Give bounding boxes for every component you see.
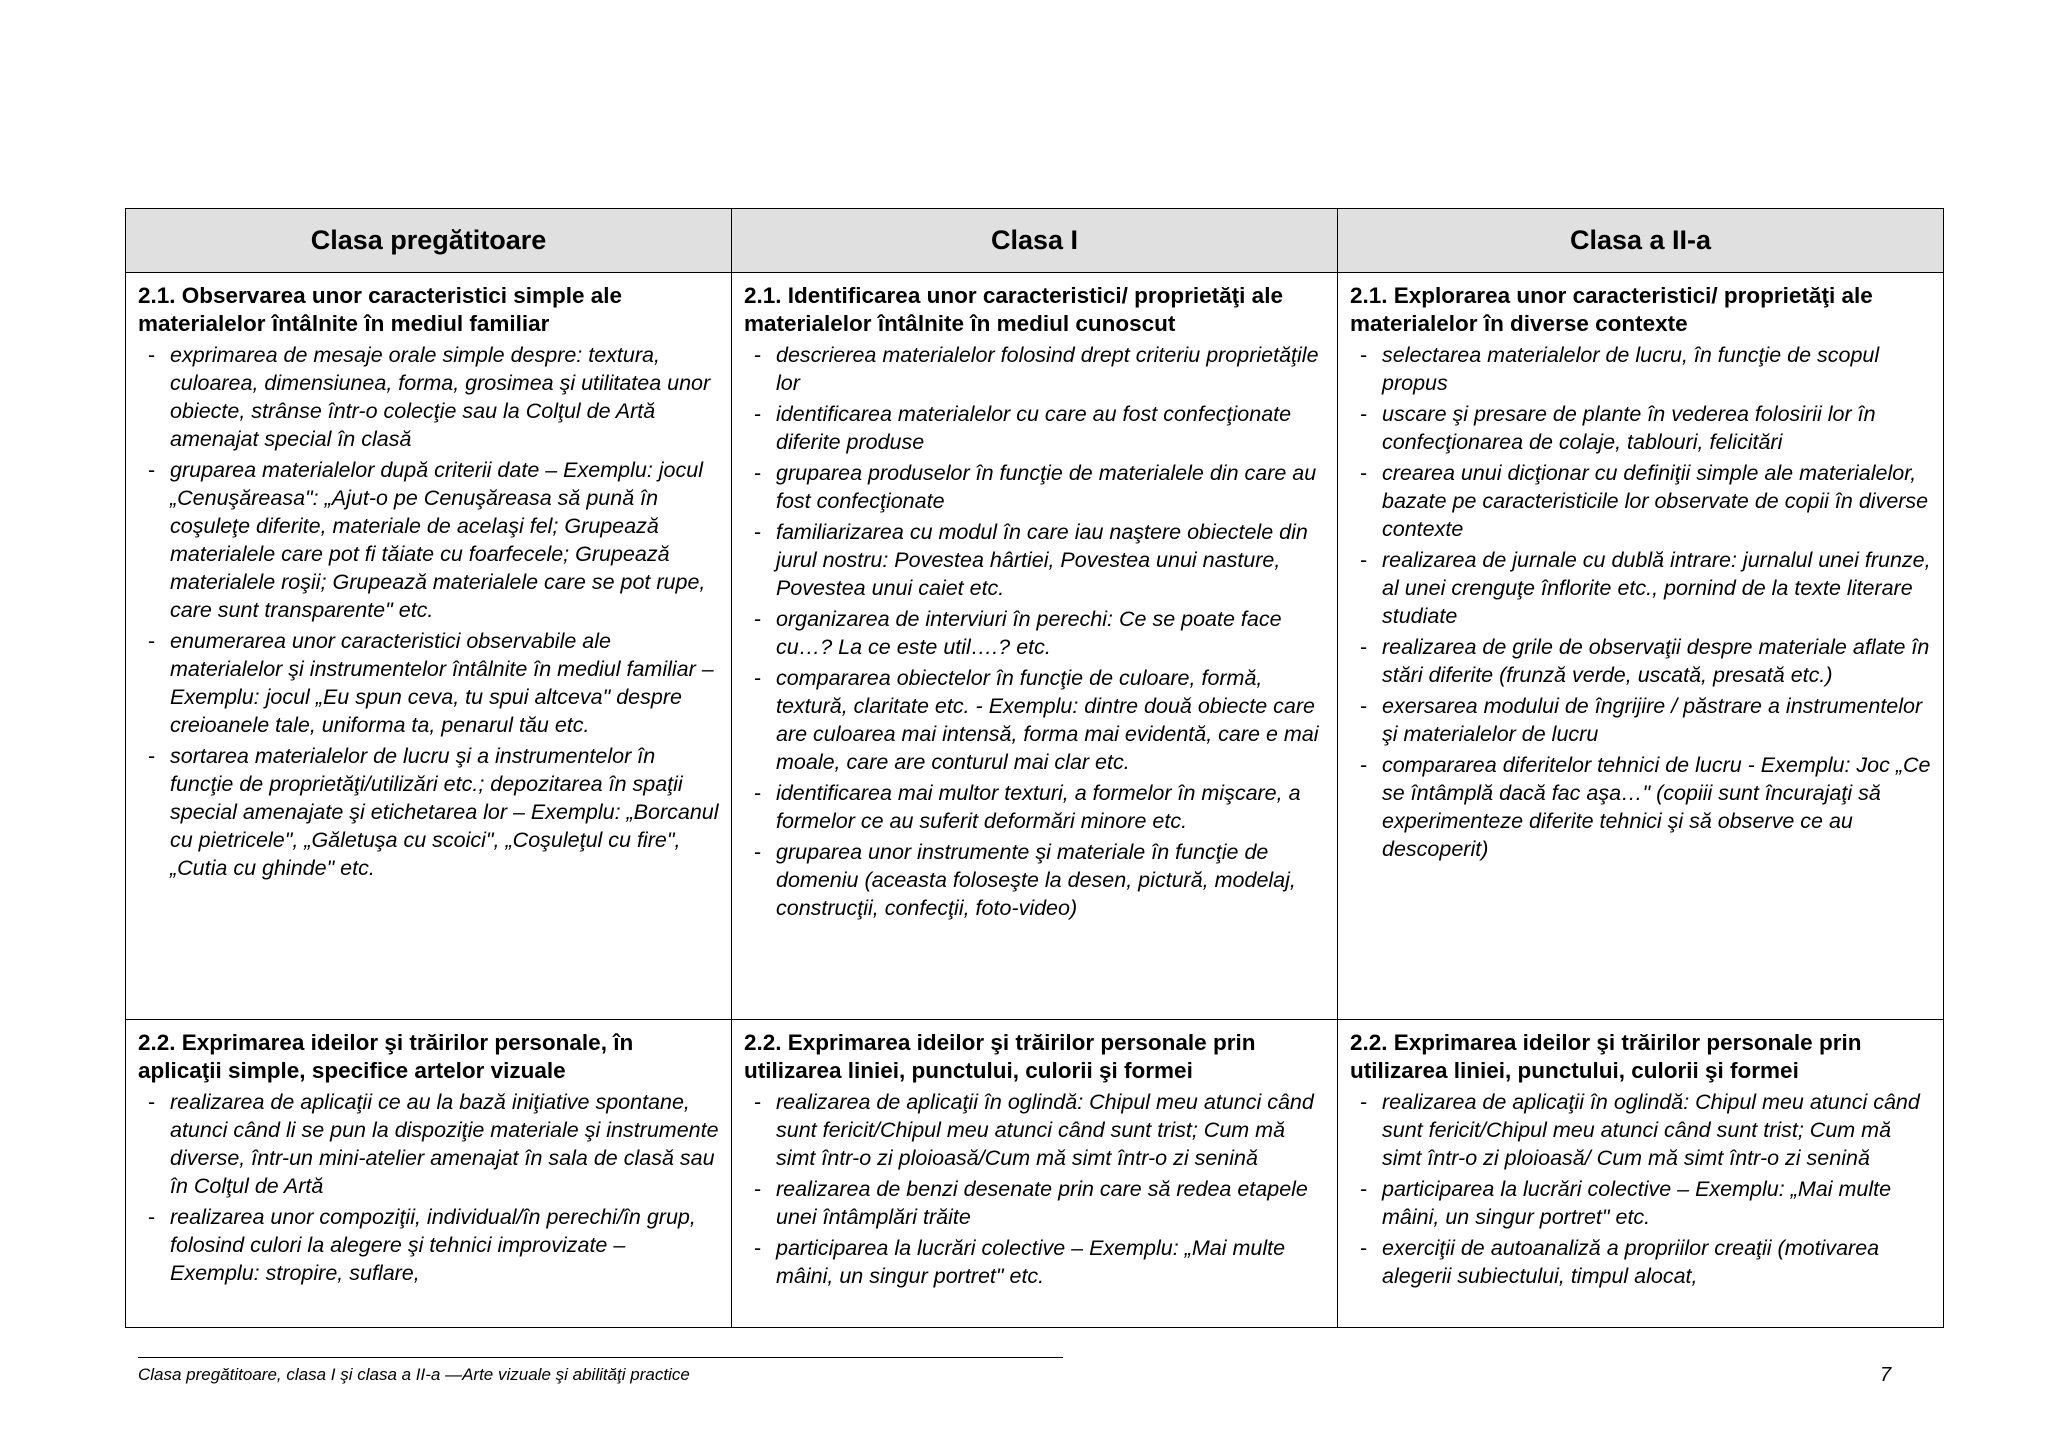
competency-title: 2.2. Exprimarea ideilor şi trăirilor personale, în aplicaţii simple, specifice artelor vizuale <box>138 1030 634 1083</box>
header-clasa-i: Clasa I <box>732 209 1338 273</box>
list-item: - familiarizarea cu modul în care iau naştere obiectele din jurul nostru: Povestea hârtiei, Povestea unui nasture, Povestea unui caiet etc. <box>744 518 1325 602</box>
table-header-row <box>126 209 1944 273</box>
activity-list <box>744 341 1325 922</box>
list-item: - realizarea unor compoziţii, individual/în perechi/în grup, folosind culori la alegere şi tehnici improvizate – Exemplu: stropire, suflare, <box>138 1203 719 1287</box>
table-cell <box>732 273 1338 1020</box>
competency-title: 2.1. Explorarea unor caracteristici/ proprietăţi ale materialelor în diverse contexte <box>1350 283 1873 336</box>
list-item: - realizarea de aplicaţii în oglindă: Chipul meu atunci când sunt fericit/Chipul meu atunci când sunt trist; Cum mă simt într-o zi ploioasă/Cum mă simt într-o zi senină <box>744 1088 1325 1172</box>
list-item: - organizarea de interviuri în perechi: Ce se poate face cu…? La ce este util….? etc. <box>744 605 1325 661</box>
competencies-table <box>125 208 1944 1328</box>
list-item: - realizarea de aplicaţii ce au la bază iniţiative spontane, atunci când li se pun la dispoziţie materiale şi instrumente diverse, într-un mini-atelier amenajat în sala de clasă sau în Colţul de Artă <box>138 1088 719 1200</box>
list-item: - exersarea modului de îngrijire / păstrare a instrumentelor şi materialelor de lucru <box>1350 692 1931 748</box>
header-clasa-pregatitoare: Clasa pregătitoare <box>126 209 732 273</box>
list-item: - realizarea de benzi desenate prin care să redea etapele unei întâmplări trăite <box>744 1175 1325 1231</box>
list-item: - enumerarea unor caracteristici observabile ale materialelor şi instrumentelor întâlnite în mediul familiar – Exemplu: jocul „Eu spun ceva, tu spui altceva" despre creioanele tale, uniforma ta, penarul tău etc. <box>138 627 719 739</box>
list-item: - participarea la lucrări colective – Exemplu: „Mai multe mâini, un singur portret" etc. <box>1350 1175 1931 1231</box>
activity-list <box>138 341 719 882</box>
list-item: - realizarea de aplicaţii în oglindă: Chipul meu atunci când sunt fericit/Chipul meu atunci când sunt trist; Cum mă simt într-o zi ploioasă/ Cum mă simt într-o zi senină <box>1350 1088 1931 1172</box>
activity-list <box>744 1088 1325 1290</box>
list-item: - exerciţii de autoanaliză a propriilor creaţii (motivarea alegerii subiectului, timpul alocat, <box>1350 1234 1931 1290</box>
header-clasa-a-ii-a: Clasa a II-a <box>1338 209 1944 273</box>
competency-title: 2.2. Exprimarea ideilor şi trăirilor personale prin utilizarea liniei, punctului, culorii şi formei <box>1350 1030 1862 1083</box>
list-item: - participarea la lucrări colective – Exemplu: „Mai multe mâini, un singur portret" etc. <box>744 1234 1325 1290</box>
page-number: 7 <box>1880 1364 1892 1386</box>
list-item: - gruparea produselor în funcţie de materialele din care au fost confecţionate <box>744 459 1325 515</box>
list-item: - compararea obiectelor în funcţie de culoare, formă, textură, claritate etc. - Exemplu: dintre două obiecte care are culoarea mai intensă, forma mai evidentă, care e mai moale, care are conturul mai clar etc. <box>744 664 1325 776</box>
activity-list <box>1350 341 1931 863</box>
list-item: - realizarea de grile de observaţii despre materiale aflate în stări diferite (frunză verde, uscată, presată etc.) <box>1350 633 1931 689</box>
list-item: - selectarea materialelor de lucru, în funcţie de scopul propus <box>1350 341 1931 397</box>
table-cell <box>732 1020 1338 1328</box>
table-cell <box>126 273 732 1020</box>
list-item: - descrierea materialelor folosind drept criteriu proprietăţile lor <box>744 341 1325 397</box>
activity-list <box>1350 1088 1931 1290</box>
table-cell <box>1338 273 1944 1020</box>
footer-title: Clasa pregătitoare, clasa I şi clasa a II-a —Arte vizuale şi abilităţi practice <box>138 1365 690 1384</box>
list-item: - realizarea de jurnale cu dublă intrare: jurnalul unei frunze, al unei crenguţe înflorite etc., pornind de la texte literare studiate <box>1350 546 1931 630</box>
table-row <box>126 273 1944 1020</box>
table-cell <box>126 1020 732 1328</box>
activity-list <box>138 1088 719 1287</box>
list-item: - gruparea materialelor după criterii date – Exemplu: jocul „Cenuşăreasa": „Ajut-o pe Cenuşăreasa să pună în coşuleţe diferite, materiale de acelaşi fel; Grupează materialele care pot fi tăiate cu foarfecele; Grupează materialele roşii; Grupează materialele care se pot rupe, care sunt transparente" etc. <box>138 456 719 624</box>
footer-divider <box>138 1357 1063 1358</box>
list-item: - identificarea mai multor texturi, a formelor în mişcare, a formelor ce au suferit deformări minore etc. <box>744 779 1325 835</box>
list-item: - exprimarea de mesaje orale simple despre: textura, culoarea, dimensiunea, forma, grosimea şi utilitatea unor obiecte, strânse într-o colecţie sau la Colţul de Artă amenajat special în clasă <box>138 341 719 453</box>
list-item: - gruparea unor instrumente şi materiale în funcţie de domeniu (aceasta foloseşte la desen, pictură, modelaj, construcţii, confecţii, foto-video) <box>744 838 1325 922</box>
table-row <box>126 1020 1944 1328</box>
list-item: - uscare şi presare de plante în vederea folosirii lor în confecţionarea de colaje, tablouri, felicitări <box>1350 400 1931 456</box>
competency-title: 2.1. Observarea unor caracteristici simple ale materialelor întâlnite în mediul familiar <box>138 283 623 336</box>
list-item: - compararea diferitelor tehnici de lucru - Exemplu: Joc „Ce se întâmplă dacă fac aşa…" (copiii sunt încurajaţi să experimenteze diferite tehnici şi să observe ce au descoperit) <box>1350 751 1931 863</box>
table-cell <box>1338 1020 1944 1328</box>
list-item: - identificarea materialelor cu care au fost confecţionate diferite produse <box>744 400 1325 456</box>
list-item: - crearea unui dicţionar cu definiţii simple ale materialelor, bazate pe caracteristicile lor observate de copii în diverse contexte <box>1350 459 1931 543</box>
competency-title: 2.1. Identificarea unor caracteristici/ proprietăţi ale materialelor întâlnite în mediul cunoscut <box>744 283 1283 336</box>
competency-title: 2.2. Exprimarea ideilor şi trăirilor personale prin utilizarea liniei, punctului, culorii şi formei <box>744 1030 1256 1083</box>
list-item: - sortarea materialelor de lucru şi a instrumentelor în funcţie de proprietăţi/utilizări etc.; depozitarea în spaţii special amenajate şi etichetarea lor – Exemplu: „Borcanul cu pietricele", „Găletuşa cu scoici", „Coşuleţul cu fire", „Cutia cu ghinde" etc. <box>138 742 719 882</box>
